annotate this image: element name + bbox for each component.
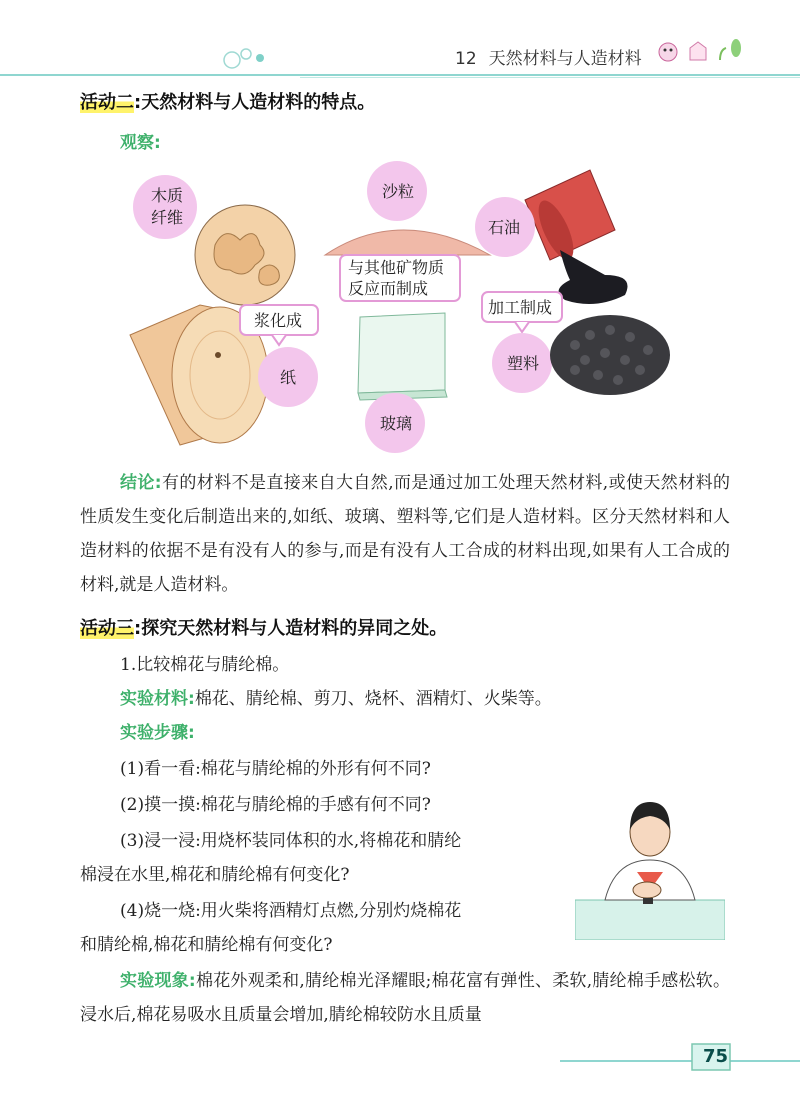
oil-barrel-image: [525, 170, 628, 304]
activity2-title: :天然材料与人造材料的特点。: [134, 92, 376, 113]
materials-label: 实验材料:: [120, 689, 195, 709]
phenomena-label: 实验现象:: [120, 971, 196, 991]
sand-pile-image: [325, 230, 490, 255]
steps-label: 实验步骤:: [120, 723, 195, 743]
oil-label: 石油: [488, 218, 521, 237]
phenomena-text: 棉花外观柔和,腈纶棉光泽耀眼;棉花富有弹性、柔软,腈纶棉手感松软。浸水后,棉花易吸水且质量会增加,腈纶棉较防水且质量: [80, 971, 730, 1025]
activity3-heading: [80, 614, 447, 640]
react-label-1: 与其他矿物质: [348, 258, 445, 277]
phenomena-paragraph: [80, 964, 730, 1032]
step3-line-a: (3)浸一浸:用烧杯装同体积的水,将棉花和腈纶: [120, 831, 462, 851]
materials-line: [120, 684, 552, 709]
student-experiment-image: [575, 790, 725, 940]
wood-fiber-bubble: [133, 175, 197, 239]
activity2-label: 活动二: [80, 92, 134, 113]
step2-line: (2)摸一摸:棉花与腈纶棉的手感有何不同?: [120, 795, 431, 815]
step1-line: (1)看一看:棉花与腈纶棉的外形有何不同?: [120, 759, 431, 779]
wood-fiber-image: [195, 205, 295, 305]
chapter-title: 天然材料与人造材料: [488, 49, 642, 69]
header-rule-secondary: [300, 77, 800, 78]
wood-fiber-label-2: 纤维: [151, 208, 184, 227]
activity2-heading: [80, 88, 375, 114]
wood-fiber-label-1: 木质: [151, 186, 184, 205]
sand-label: 沙粒: [382, 182, 415, 201]
step4-line-b: 和腈纶棉,棉花和腈纶棉有何变化?: [80, 935, 333, 955]
chapter-header: [455, 44, 642, 69]
conclusion-paragraph: [80, 466, 730, 602]
plastic-pellets-image: [550, 315, 670, 395]
paper-label: 纸: [280, 368, 297, 387]
materials-illustration: [120, 155, 680, 455]
step4-line-a: (4)烧一烧:用火柴将酒精灯点燃,分别灼烧棉花: [120, 901, 462, 921]
glass-label: 玻璃: [380, 414, 413, 433]
footer-rule: [560, 1060, 800, 1062]
activity3-title: :探究天然材料与人造材料的异同之处。: [134, 618, 448, 639]
pulp-label: 浆化成: [254, 311, 303, 330]
item1-line: 1.比较棉花与腈纶棉。: [120, 655, 290, 675]
conclusion-label: 结论:: [120, 473, 162, 493]
glass-sheet-image: [358, 313, 447, 400]
observe-label: 观察:: [120, 133, 161, 153]
process-label: 加工制成: [488, 298, 553, 317]
step3-line-b: 棉浸在水里,棉花和腈纶棉有何变化?: [80, 865, 350, 885]
materials-text: 棉花、腈纶棉、剪刀、烧杯、酒精灯、火柴等。: [194, 689, 552, 709]
activity3-label: 活动三: [80, 618, 134, 639]
conclusion-text: 有的材料不是直接来自大自然,而是通过加工处理天然材料,或使天然材料的性质发生变化后制造出来的,如纸、玻璃、塑料等,它们是人造材料。区分天然材料和人造材料的依据不是有没有人的参与,而是有没有人工合成的材料出现,如果有人工合成的材料,就是人造材料。: [80, 473, 730, 595]
plastic-label: 塑料: [507, 354, 540, 373]
react-label-2: 反应而制成: [348, 279, 429, 298]
header-decoration-icon: [650, 30, 750, 70]
page-number: 75: [703, 1046, 729, 1067]
chapter-number: 12: [455, 49, 477, 69]
header-bubbles-icon: [220, 44, 280, 74]
header-rule: [0, 74, 800, 76]
